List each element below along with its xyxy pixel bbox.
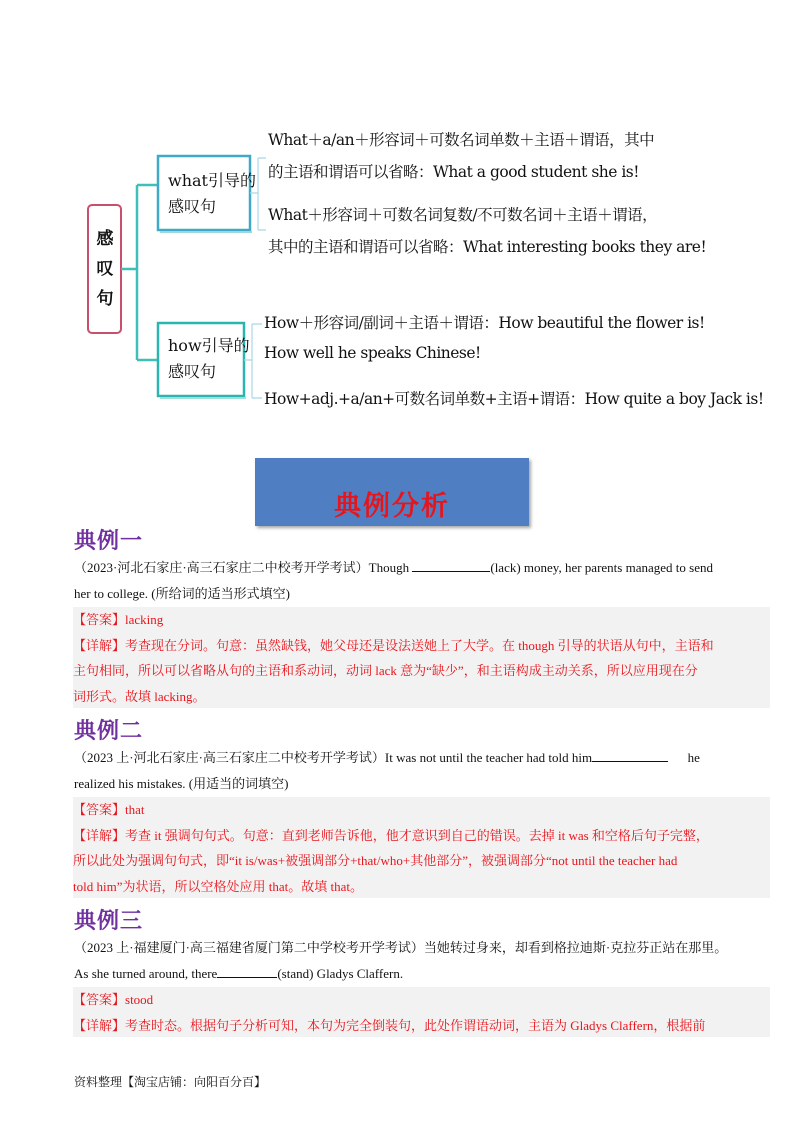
example-2-blank[interactable]: [592, 747, 668, 762]
example-2-question: [74, 745, 769, 797]
example-3-detail-line1: 【详解】考查时态。根据句子分析可知，本句为完全倒装句，此处作谓语动词，主语为 Gladys Claffern，根据前: [73, 1017, 706, 1033]
example-3-answer: stood: [125, 992, 154, 1007]
example-3-question-line2-prefix: As she turned around, there: [74, 966, 218, 981]
example-1-question-prefix: （2023·河北石家庄·高三石家庄二中校考开学考试）Though: [74, 560, 413, 575]
example-2-detail-line2: 所以此处为强调句句式，即“it is/was+被强调部分+that/who+其他部分”，被强调部分“not until the teacher had: [73, 853, 678, 868]
example-2-detail-line3: told him”为状语，所以空格处应用 that。故填 that。: [73, 878, 363, 894]
example-1-question-suffix: (lack) money, her parents managed to send: [490, 560, 713, 575]
example-1-title: 典例一: [74, 528, 144, 554]
example-2-title: 典例二: [74, 718, 144, 744]
example-1-detail-line3: 词形式。故填 lacking。: [73, 688, 206, 704]
how-branch-label-line1: how引导的: [168, 336, 250, 355]
how-branch-label-line2: 感叹句: [168, 362, 217, 381]
root-label: 感叹句: [96, 229, 114, 309]
what-rule-1-line2: 的主语和谓语可以省略：What a good student she is!: [268, 163, 639, 181]
how-rule-1: [264, 310, 705, 366]
how-rule-1-line2: How well he speaks Chinese!: [264, 344, 481, 362]
example-1-blank[interactable]: [412, 557, 490, 572]
example-3-question-line2-suffix: (stand) Gladys Claffern.: [277, 966, 404, 981]
example-3-answer-box: [73, 987, 770, 1037]
example-2-question-line2: realized his mistakes. (用适当的词填空): [74, 776, 289, 791]
what-branch-label-line2: 感叹句: [168, 197, 217, 216]
section-banner-title: 典例分析: [334, 491, 450, 522]
example-3-question: [74, 935, 769, 987]
example-2-question-suffix: he: [687, 750, 700, 765]
example-1-answer-label: 【答案】: [73, 612, 126, 627]
what-rule-2-line1: What＋形容词＋可数名词复数/不可数名词＋主语＋谓语，: [268, 206, 658, 224]
example-1-answer: lacking: [125, 612, 164, 627]
what-rule-2-line2: 其中的主语和谓语可以省略：What interesting books they are!: [268, 238, 707, 256]
example-1-detail-line2: 主句相同，所以可以省略从句的主语和系动词，动词 lack 意为“缺少”，和主语构成主动关系，所以应用现在分: [73, 663, 698, 678]
example-3-blank[interactable]: [217, 963, 277, 978]
example-3-question-line1: （2023 上·福建厦门·高三福建省厦门第二中学校考开学考试）当她转过身来，却看到格拉迪斯·克拉芬正站在那里。: [74, 940, 728, 955]
what-rule-1-line1: What＋a/an＋形容词＋可数名词单数＋主语＋谓语，其中: [268, 131, 655, 149]
example-1-detail-line1: 【详解】考查现在分词。句意：虽然缺钱，她父母还是设法送她上了大学。在 though 引导的状语从句中，主语和: [73, 637, 714, 653]
example-2-answer: that: [125, 802, 145, 817]
section-banner: [255, 458, 529, 526]
example-1-question: [74, 555, 769, 607]
how-rule-2-line1: How+adj.+a/an+可数名词单数+主语+谓语：How quite a boy Jack is!: [264, 390, 764, 408]
example-2-detail-line1: 【详解】考查 it 强调句句式。句意：直到老师告诉他，他才意识到自己的错误。去掉 it was 和空格后句子完整，: [73, 827, 709, 843]
mind-map: [0, 0, 800, 430]
what-rule-2: [268, 202, 706, 260]
footer-note: 资料整理【淘宝店铺：向阳百分百】: [74, 1075, 267, 1089]
how-branch-label: [168, 333, 250, 385]
how-rule-1-line1: How＋形容词/副词＋主语＋谓语：How beautiful the flower is!: [264, 314, 705, 332]
how-rule-2: [264, 386, 764, 412]
what-branch-label-line1: what引导的: [168, 171, 256, 190]
example-2-answer-label: 【答案】: [73, 802, 126, 817]
what-branch-label: [168, 168, 256, 220]
example-3-answer-label: 【答案】: [73, 992, 126, 1007]
example-1-question-line2: her to college. (所给词的适当形式填空): [74, 586, 290, 601]
what-rule-1: [268, 127, 654, 185]
example-2-question-prefix: （2023 上·河北石家庄·高三石家庄二中校考开学考试）It was not until the teacher had told him: [74, 750, 593, 765]
example-1-answer-box: [73, 607, 770, 708]
example-3-title: 典例三: [74, 908, 144, 934]
example-2-answer-box: [73, 797, 770, 898]
